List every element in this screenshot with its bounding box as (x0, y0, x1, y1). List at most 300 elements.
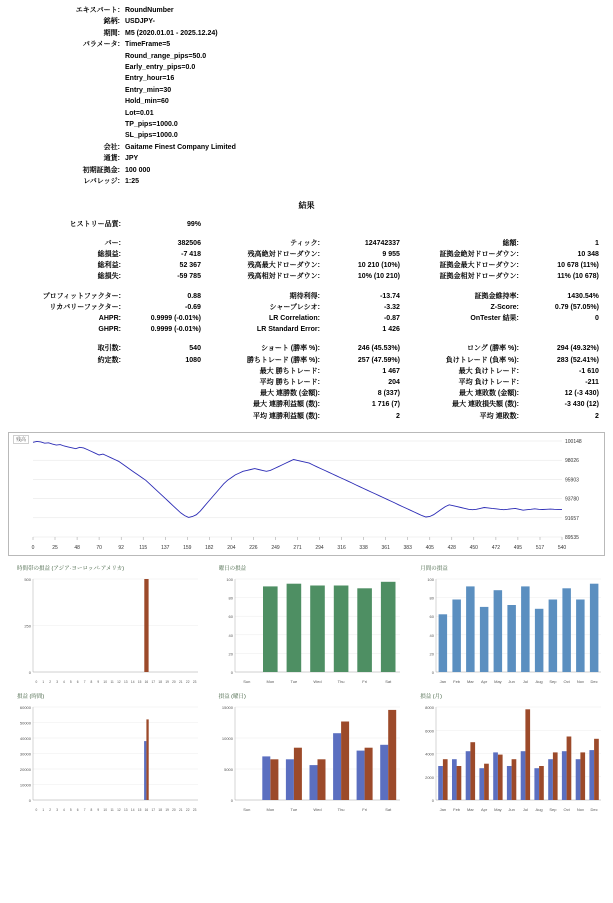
stats-cell (406, 399, 605, 410)
svg-text:11: 11 (110, 679, 114, 684)
header-label (0, 96, 125, 107)
stats-value: 246 (45.53%) (357, 345, 400, 353)
stats-value: -3.32 (383, 303, 400, 311)
stats-cell (207, 324, 406, 335)
header-row (0, 165, 613, 176)
svg-text:10000: 10000 (221, 735, 233, 741)
stats-value (127, 411, 207, 422)
weekday-profit-svg (209, 573, 404, 688)
svg-text:40: 40 (228, 632, 233, 638)
stats-row (8, 388, 605, 399)
stats-value: 10 348 (577, 250, 599, 258)
svg-text:338: 338 (359, 544, 368, 551)
svg-text:Aug: Aug (535, 806, 543, 812)
svg-text:60000: 60000 (19, 704, 31, 710)
header-row (0, 62, 613, 73)
svg-text:0: 0 (35, 807, 38, 812)
svg-text:271: 271 (293, 544, 302, 551)
stats-label: 証拠金相対ドローダウン: (439, 273, 519, 281)
stats-cell (406, 366, 605, 377)
svg-text:Feb: Feb (453, 806, 461, 812)
stats-value: 10 678 (11%) (557, 262, 599, 270)
chart-title: 月間の損益 (420, 565, 448, 572)
chart-title: 損益 (月) (420, 693, 442, 700)
svg-text:19: 19 (165, 807, 169, 812)
header-row (0, 51, 613, 62)
svg-text:9: 9 (97, 807, 100, 812)
stats-cell (8, 291, 207, 302)
stats-label: 期待利得: (289, 292, 320, 300)
svg-text:93780: 93780 (565, 496, 579, 503)
stats-value: 12 (-3 430) (564, 390, 599, 398)
stats-label: 最大 連敗損失額 (数): (452, 401, 519, 409)
header-label: 銘柄: (103, 18, 120, 26)
equity-curve-svg (9, 433, 604, 553)
header-value: Early_entry_pips=0.0 (125, 64, 196, 72)
svg-text:May: May (494, 806, 502, 812)
stats-spacer (8, 230, 605, 238)
stats-value: 1 716 (7) (371, 401, 400, 409)
svg-text:Jul: Jul (523, 678, 529, 684)
stats-label: 勝ちトレード (勝率 %): (246, 356, 320, 364)
stats-label: GHPR: (98, 326, 121, 334)
stats-cell (406, 324, 605, 335)
stats-value: -7 418 (181, 250, 201, 258)
svg-text:Feb: Feb (453, 678, 461, 684)
header-row (0, 153, 613, 164)
svg-text:40000: 40000 (19, 735, 31, 741)
header-value: USDJPY- (125, 18, 155, 26)
stats-spacer (8, 335, 605, 343)
stats-label: Z-Score: (490, 303, 519, 311)
svg-text:450: 450 (469, 544, 478, 551)
report-header (0, 0, 613, 188)
svg-text:2: 2 (49, 807, 52, 812)
svg-text:1: 1 (42, 679, 45, 684)
header-row (0, 142, 613, 153)
stats-label: 証拠金維持率: (474, 292, 519, 300)
stats-label: 証拠金絶対ドローダウン: (439, 250, 519, 258)
profit-by-hour-svg (7, 701, 202, 816)
stats-cell (207, 355, 406, 366)
svg-text:91657: 91657 (565, 515, 579, 522)
svg-text:20: 20 (172, 807, 176, 812)
svg-text:20000: 20000 (19, 766, 31, 772)
header-row (0, 73, 613, 84)
stats-label: 最大 連敗数 (金額): (459, 390, 519, 398)
stats-label (8, 399, 127, 410)
svg-text:15: 15 (137, 807, 142, 812)
svg-text:405: 405 (425, 544, 434, 551)
stats-label: OnTester 結果: (470, 314, 519, 322)
header-label (0, 51, 125, 62)
stats-label (8, 411, 127, 422)
svg-text:95903: 95903 (565, 477, 579, 484)
svg-text:316: 316 (337, 544, 346, 551)
chart-weekday-profit (206, 562, 408, 690)
stats-value: 0.9999 (-0.01%) (150, 314, 201, 322)
svg-text:23: 23 (192, 679, 197, 684)
stats-row (8, 377, 605, 388)
svg-text:Dec: Dec (590, 678, 598, 684)
header-row (0, 130, 613, 141)
stats-spacer (8, 283, 605, 291)
svg-text:21: 21 (179, 807, 183, 812)
profit-by-weekday-svg (209, 701, 404, 816)
stats-cell (406, 271, 605, 282)
svg-text:0: 0 (35, 679, 38, 684)
stats-cell (406, 313, 605, 324)
stats-cell (207, 219, 406, 230)
stats-value: -3 430 (12) (564, 401, 599, 409)
svg-text:1: 1 (42, 807, 45, 812)
header-value: TimeFrame=5 (125, 41, 171, 49)
stats-label (8, 366, 127, 377)
svg-text:10: 10 (103, 679, 107, 684)
header-label (0, 130, 125, 141)
chart-profit-by-hour (4, 690, 206, 818)
stats-label: 証拠金最大ドローダウン: (439, 262, 519, 270)
svg-text:5: 5 (69, 679, 72, 684)
stats-value: 540 (189, 345, 201, 353)
svg-text:Mar: Mar (467, 678, 475, 684)
svg-text:6: 6 (76, 679, 79, 684)
stats-value: 8 (337) (377, 390, 400, 398)
svg-text:249: 249 (271, 544, 280, 551)
stats-label (8, 377, 127, 388)
svg-text:159: 159 (183, 544, 192, 551)
header-label: レバレッジ: (83, 178, 120, 186)
svg-text:428: 428 (447, 544, 456, 551)
header-label (0, 119, 125, 130)
stats-label: 残高相対ドローダウン: (247, 273, 320, 281)
svg-text:361: 361 (381, 544, 390, 551)
svg-text:Wed: Wed (313, 678, 322, 684)
stats-label (406, 324, 525, 335)
stats-label: リカバリーファクター: (49, 303, 121, 311)
svg-text:60: 60 (228, 613, 233, 619)
header-value: Entry_min=30 (125, 86, 172, 94)
svg-text:11: 11 (110, 807, 114, 812)
svg-text:182: 182 (205, 544, 214, 551)
stats-value: 204 (388, 378, 400, 386)
svg-text:50000: 50000 (19, 720, 31, 726)
stats-cell (406, 260, 605, 271)
stats-row (8, 313, 605, 324)
header-label: 初期証拠金: (82, 166, 120, 174)
chart-monthly-profit (407, 562, 609, 690)
chart-title: 曜日の損益 (218, 565, 247, 572)
svg-text:48: 48 (74, 544, 80, 551)
header-row (0, 176, 613, 187)
svg-text:100: 100 (225, 576, 233, 582)
stats-row (8, 238, 605, 249)
svg-text:495: 495 (513, 544, 523, 551)
svg-text:540: 540 (557, 544, 567, 551)
svg-text:2000: 2000 (425, 774, 435, 780)
stats-cell (8, 271, 207, 282)
stats-cell (8, 302, 207, 313)
svg-text:12: 12 (117, 679, 121, 684)
stats-cell (406, 343, 605, 354)
stats-cell (8, 313, 207, 324)
stats-row (8, 302, 605, 313)
stats-value: 0.79 (57.05%) (554, 303, 599, 311)
stats-label: ショート (勝率 %): (260, 345, 320, 353)
header-row (0, 16, 613, 27)
svg-text:4: 4 (63, 807, 65, 812)
stats-value: 0.88 (187, 292, 201, 300)
header-label: 期間: (103, 29, 120, 37)
stats-cell (406, 377, 605, 388)
stats-cell (406, 411, 605, 422)
chart-hourly-profit-asia-europe-america (4, 562, 206, 690)
header-label (0, 62, 125, 73)
stats-cell (406, 291, 605, 302)
stats-value: -59 785 (177, 273, 201, 281)
chart-title: 損益 (時間) (17, 693, 45, 700)
svg-text:8: 8 (90, 679, 93, 684)
stats-cell (207, 302, 406, 313)
chart-title: 時間帯の損益 (アジア·ヨーロッパ·アメリカ) (17, 565, 125, 572)
svg-text:0: 0 (230, 669, 233, 675)
stats-row (8, 343, 605, 354)
stats-value: 11% (10 678) (557, 273, 599, 281)
stats-row (8, 219, 605, 230)
chart-canvas (209, 701, 405, 816)
svg-text:80: 80 (429, 595, 435, 601)
svg-text:0: 0 (432, 797, 435, 803)
stats-label: 平均 勝ちトレード: (259, 378, 320, 386)
svg-text:8: 8 (90, 807, 93, 812)
svg-text:294: 294 (315, 544, 324, 551)
svg-text:May: May (494, 678, 502, 684)
stats-label: 残高絶対ドローダウン: (247, 250, 320, 258)
header-value: Round_range_pips=50.0 (125, 52, 207, 60)
stats-value: 10 210 (10%) (357, 262, 400, 270)
chart-profit-by-month (407, 690, 609, 818)
stats-label: 約定数: (97, 356, 121, 364)
svg-text:Mar: Mar (467, 806, 475, 812)
svg-text:4000: 4000 (425, 751, 435, 757)
svg-text:Thu: Thu (337, 806, 345, 812)
svg-text:Nov: Nov (577, 678, 585, 684)
stats-label: LR Correlation: (268, 314, 320, 322)
svg-text:15000: 15000 (221, 704, 233, 710)
header-value: Gaitame Finest Company Limited (125, 143, 236, 151)
stats-cell (207, 377, 406, 388)
stats-value: 294 (49.32%) (556, 345, 599, 353)
header-row (0, 5, 613, 16)
svg-text:Jul: Jul (523, 806, 529, 812)
stats-cell (8, 219, 207, 230)
chart-profit-by-weekday (206, 690, 408, 818)
stats-cell (207, 388, 406, 399)
svg-text:20: 20 (172, 679, 176, 684)
svg-text:7: 7 (83, 679, 86, 684)
header-label: エキスパート: (75, 7, 120, 14)
monthly-profit-svg (410, 573, 605, 688)
svg-text:5000: 5000 (223, 766, 233, 772)
stats-value: 382506 (177, 239, 201, 247)
chart-canvas (410, 573, 606, 688)
svg-text:Sat: Sat (384, 678, 391, 684)
stats-value: 0 (595, 314, 599, 322)
stats-value: 124742337 (364, 239, 400, 247)
stats-cell (207, 411, 406, 422)
stats-cell (406, 219, 605, 230)
svg-text:Jun: Jun (508, 806, 516, 812)
svg-text:0: 0 (28, 797, 31, 803)
stats-label: 総損益: (97, 250, 121, 258)
stats-label: 総額: (502, 239, 519, 247)
svg-text:Thu: Thu (337, 678, 345, 684)
stats-cell (8, 249, 207, 260)
svg-text:70: 70 (96, 544, 102, 551)
header-row (0, 39, 613, 50)
header-row (0, 108, 613, 119)
svg-text:Dec: Dec (590, 806, 598, 812)
svg-text:Nov: Nov (577, 806, 585, 812)
stats-cell (8, 411, 207, 422)
stats-row (8, 411, 605, 422)
svg-text:19: 19 (165, 679, 169, 684)
stats-cell (207, 343, 406, 354)
svg-text:18: 18 (158, 679, 162, 684)
stats-cell (8, 399, 207, 410)
svg-text:Sun: Sun (242, 806, 251, 812)
equity-chart (8, 432, 605, 556)
stats-cell (406, 355, 605, 366)
stats-cell (8, 343, 207, 354)
stats-label: 平均 連勝利益額 (数): (253, 412, 320, 420)
svg-text:17: 17 (151, 679, 156, 684)
header-value: Entry_hour=16 (125, 75, 175, 83)
stats-value: 1 426 (382, 326, 400, 334)
svg-text:22: 22 (185, 679, 190, 684)
stats-label: ロング (勝率 %): (466, 345, 519, 353)
stats-value: -0.87 (383, 314, 400, 322)
svg-text:6: 6 (76, 807, 79, 812)
stats-label: 総利益: (97, 262, 121, 270)
header-label (0, 85, 125, 96)
header-value: JPY (125, 155, 139, 163)
header-label (0, 108, 125, 119)
stats-cell (207, 260, 406, 271)
stats-cell (207, 313, 406, 324)
svg-text:13: 13 (124, 807, 128, 812)
stats-row (8, 260, 605, 271)
stats-row (8, 399, 605, 410)
svg-text:Fri: Fri (361, 678, 367, 684)
svg-text:23: 23 (192, 807, 197, 812)
svg-text:Aug: Aug (535, 678, 543, 684)
stats-cell (8, 388, 207, 399)
stats-value: 2 (595, 412, 599, 420)
stats-cell (8, 366, 207, 377)
stats-value (127, 366, 207, 377)
stats-label: AHPR: (98, 314, 121, 322)
header-value: Lot=0.01 (125, 109, 154, 117)
svg-text:383: 383 (403, 544, 412, 551)
stats-value: -211 (585, 378, 599, 386)
header-label (0, 73, 125, 84)
stats-label: 最大 負けトレード: (458, 367, 519, 375)
svg-text:Jun: Jun (508, 678, 516, 684)
stats-value (326, 219, 406, 230)
stats-value (127, 377, 207, 388)
stats-value: 2 (396, 412, 400, 420)
stats-value: 99% (186, 220, 201, 228)
stats-value: 257 (47.59%) (357, 356, 400, 364)
svg-text:2: 2 (49, 679, 52, 684)
svg-text:5: 5 (69, 807, 72, 812)
header-value: TP_pips=1000.0 (125, 121, 178, 129)
svg-text:16: 16 (144, 679, 149, 684)
stats-label: 残高最大ドローダウン: (247, 262, 320, 270)
header-row (0, 96, 613, 107)
results-title: 結果 (298, 200, 315, 210)
stats-cell (207, 291, 406, 302)
stats-row (8, 366, 605, 377)
svg-text:Sun: Sun (242, 678, 251, 684)
svg-text:Fri: Fri (361, 806, 367, 812)
profit-by-month-svg (410, 701, 605, 816)
svg-text:16: 16 (144, 807, 149, 812)
stats-cell (406, 302, 605, 313)
svg-text:Sep: Sep (549, 678, 557, 684)
svg-text:Wed: Wed (313, 806, 322, 812)
stats-cell (8, 238, 207, 249)
stats-label: 最大 連勝数 (金額): (260, 390, 320, 398)
svg-text:3: 3 (56, 679, 58, 684)
svg-text:250: 250 (24, 623, 31, 629)
svg-text:Apr: Apr (481, 806, 488, 812)
svg-text:4: 4 (63, 679, 65, 684)
svg-text:25: 25 (52, 544, 58, 551)
header-row (0, 119, 613, 130)
stats-cell (207, 399, 406, 410)
svg-text:Apr: Apr (481, 678, 488, 684)
stats-label: ティック: (290, 239, 320, 247)
stats-value: 52 367 (179, 262, 201, 270)
equity-chart-legend: 残高 (13, 435, 29, 444)
stats-label: 総損失: (97, 273, 121, 281)
stats-label: 最大 勝ちトレード: (259, 367, 320, 375)
header-row (0, 85, 613, 96)
stats-cell (406, 249, 605, 260)
svg-text:6000: 6000 (425, 728, 435, 734)
hourly-profit-asia-europe-america-svg (7, 573, 202, 688)
stats-value (127, 388, 207, 399)
header-label: 会社: (103, 143, 120, 151)
svg-text:9: 9 (97, 679, 100, 684)
chart-canvas (7, 573, 203, 688)
svg-text:22: 22 (185, 807, 190, 812)
svg-text:Tue: Tue (290, 678, 297, 684)
stats-row (8, 291, 605, 302)
stats-value: 1080 (185, 356, 201, 364)
svg-text:100148: 100148 (565, 438, 582, 445)
svg-text:517: 517 (535, 544, 545, 551)
stats-cell (207, 238, 406, 249)
svg-text:20: 20 (429, 651, 435, 657)
stats-value: 1 467 (382, 367, 400, 375)
stats-label (406, 219, 525, 230)
stats-cell (207, 249, 406, 260)
stats-cell (406, 388, 605, 399)
stats-label: 平均 連敗数: (479, 412, 519, 420)
